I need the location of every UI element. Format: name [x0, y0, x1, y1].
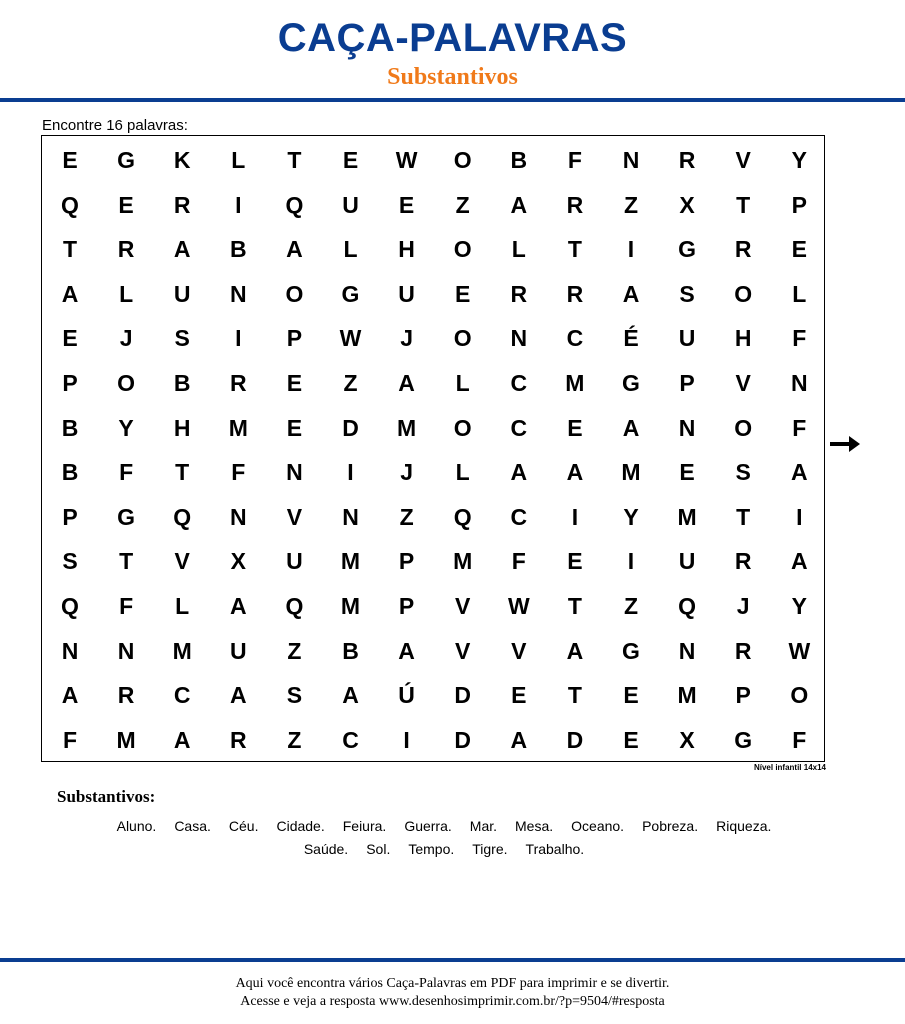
grid-letter: C: [342, 726, 359, 753]
grid-letter: R: [566, 191, 584, 218]
grid-letter: Y: [118, 414, 134, 441]
word-item: Cidade.: [276, 818, 325, 834]
grid-letter: O: [453, 414, 472, 441]
grid-letter: V: [735, 147, 751, 173]
grid-letter: M: [340, 548, 361, 575]
grid-letter: W: [395, 147, 418, 173]
grid-letter: P: [735, 682, 751, 709]
grid-letter: E: [62, 147, 78, 173]
grid-letter: G: [622, 637, 640, 664]
page-title: CAÇA-PALAVRAS: [277, 16, 628, 60]
grid-letter: E: [286, 370, 303, 396]
word-list-line-2: [40, 838, 848, 861]
word-item: Tempo.: [408, 841, 455, 857]
word-item: Sol.: [366, 841, 391, 857]
grid-letter: D: [342, 414, 359, 441]
word-item: Feiura.: [342, 818, 387, 834]
grid-letter: E: [398, 191, 415, 218]
word-item: Pobreza.: [642, 818, 699, 834]
grid-letter: L: [119, 280, 134, 307]
grid-letter: S: [679, 280, 695, 307]
grid-letter: I: [235, 325, 242, 352]
grid-letter: R: [510, 280, 528, 307]
grid-letter: U: [398, 280, 415, 307]
grid-letter: Q: [173, 503, 192, 530]
grid-letter: A: [173, 236, 191, 263]
grid-letter: T: [736, 503, 751, 530]
grid-letter: Q: [61, 191, 79, 218]
word-item: Saúde.: [303, 841, 349, 857]
arrow-right-icon: [829, 434, 861, 454]
grid-letter: T: [175, 459, 190, 486]
grid-letter: C: [510, 503, 528, 530]
grid-letter: C: [173, 682, 191, 709]
grid-letter: L: [231, 147, 246, 173]
grid-letter: P: [791, 191, 807, 218]
grid-letter: G: [117, 147, 136, 173]
word-item: Casa.: [174, 818, 211, 834]
grid-letter: R: [566, 280, 584, 307]
grid-letter: N: [229, 503, 247, 530]
grid-letter: N: [117, 637, 135, 664]
grid-letter: U: [342, 191, 359, 218]
grid-letter: N: [678, 414, 696, 441]
grid-letter: L: [175, 593, 190, 619]
grid-letter: I: [627, 236, 635, 263]
grid-letter: F: [62, 726, 78, 753]
grid-letter: S: [286, 682, 303, 709]
grid-letter: F: [792, 414, 807, 441]
top-divider: [0, 98, 905, 102]
grid-letter: N: [286, 459, 303, 486]
grid-letter: G: [341, 280, 360, 307]
grid-letter: P: [398, 593, 415, 619]
grid-letter: N: [622, 147, 640, 173]
grid-letter: F: [119, 593, 134, 619]
grid-letter: H: [398, 236, 415, 263]
grid-letter: M: [397, 414, 417, 441]
grid-letter: G: [734, 726, 753, 753]
grid-letter: W: [339, 325, 362, 352]
grid-letter: T: [62, 236, 78, 263]
grid-letter: O: [453, 147, 472, 173]
word-item: Mar.: [469, 818, 498, 834]
grid-letter: Z: [399, 503, 414, 530]
grid-letter: J: [736, 593, 750, 619]
grid-letter: P: [286, 325, 303, 352]
word-list-title: Substantivos:: [57, 787, 156, 806]
grid-letter: J: [119, 325, 133, 352]
grid-letter: T: [736, 191, 751, 218]
grid-letter: F: [231, 459, 246, 486]
grid-letter: A: [790, 459, 808, 486]
grid-letter: V: [735, 370, 751, 396]
grid-letter: U: [678, 548, 696, 575]
grid-letter: O: [734, 414, 753, 441]
grid-letter: X: [679, 191, 695, 218]
grid-letter: I: [627, 548, 635, 575]
grid-letter: L: [511, 236, 526, 263]
grid-letter: Q: [678, 593, 697, 619]
word-list-line-1: [40, 815, 848, 838]
grid-letter: N: [678, 637, 696, 664]
word-item: Aluno.: [116, 818, 157, 834]
grid-letter: W: [788, 637, 811, 664]
grid-letter: C: [510, 414, 528, 441]
grid-letter: A: [342, 682, 359, 709]
grid-letter: W: [507, 593, 530, 619]
grid-letter: I: [347, 459, 354, 486]
grid-letter: N: [510, 325, 528, 352]
word-item: Riqueza.: [716, 818, 772, 834]
word-item: Mesa.: [515, 818, 554, 834]
word-item: Oceano.: [571, 818, 625, 834]
grid-letter: N: [229, 280, 247, 307]
grid-letter: J: [400, 325, 413, 352]
grid-letter: V: [174, 548, 190, 575]
grid-letter: J: [400, 459, 413, 486]
grid-letter: A: [622, 414, 640, 441]
grid-letter: A: [229, 682, 247, 709]
grid-letter: Q: [453, 503, 472, 530]
grid-letter: A: [510, 191, 528, 218]
grid-letter: B: [229, 236, 247, 263]
grid-letter: E: [342, 147, 359, 173]
grid-letter: I: [571, 503, 579, 530]
grid-letter: Ú: [398, 682, 415, 709]
grid-letter: A: [286, 236, 303, 263]
grid-letter: R: [117, 236, 135, 263]
grid-letter: A: [229, 593, 247, 619]
grid-letter: M: [228, 414, 248, 441]
grid-letter: O: [117, 370, 136, 396]
word-search-grid: [41, 135, 825, 762]
instruction-text: Encontre 16 palavras:: [42, 117, 188, 134]
grid-letter: I: [235, 191, 242, 218]
grid-letter: U: [173, 280, 191, 307]
grid-letter: P: [679, 370, 695, 396]
grid-letter: P: [62, 503, 78, 530]
grid-letter: R: [734, 637, 752, 664]
word-item: Guerra.: [404, 818, 452, 834]
grid-letter: O: [453, 325, 472, 352]
grid-letter: M: [677, 503, 697, 530]
grid-letter: A: [398, 370, 415, 396]
grid-letter: K: [173, 147, 191, 173]
grid-letter: A: [566, 459, 584, 486]
grid-letter: M: [172, 637, 192, 664]
grid-letter: V: [455, 637, 471, 664]
grid-letter: V: [455, 593, 471, 619]
grid-letter: T: [119, 548, 134, 575]
grid-letter: R: [734, 236, 752, 263]
page-subtitle: Substantivos: [387, 64, 518, 90]
grid-letter: B: [173, 370, 191, 396]
grid-letter: É: [623, 325, 639, 352]
grid-letter: N: [342, 503, 359, 530]
grid-letter: I: [796, 503, 803, 530]
grid-letter: O: [790, 682, 809, 709]
grid-letter: E: [118, 191, 134, 218]
grid-letter: U: [678, 325, 696, 352]
grid-letter: N: [61, 637, 79, 664]
grid-letter: P: [62, 370, 78, 396]
grid-letter: A: [173, 726, 191, 753]
grid-letter: M: [340, 593, 361, 619]
grid-letter: A: [61, 280, 79, 307]
grid-letter: A: [622, 280, 640, 307]
grid-letter: F: [792, 726, 807, 753]
grid-letter: A: [510, 459, 528, 486]
grid-letter: A: [566, 637, 584, 664]
grid-letter: C: [566, 325, 584, 352]
grid-letter: X: [679, 726, 695, 753]
grid-letter: Y: [791, 147, 807, 173]
grid-letter: C: [510, 370, 528, 396]
grid-letter: E: [679, 459, 695, 486]
grid-letter: M: [116, 726, 136, 753]
grid-letter: O: [285, 280, 304, 307]
grid-letter: T: [567, 236, 582, 263]
footer: [0, 975, 905, 1011]
grid-letter: X: [230, 548, 246, 575]
grid-letter: N: [790, 370, 808, 396]
grid-letter: D: [454, 726, 471, 753]
grid-letter: E: [623, 682, 639, 709]
grid-letter: E: [623, 726, 639, 753]
grid-letter: T: [287, 147, 302, 173]
grid-letter: A: [398, 637, 415, 664]
grid-letter: Z: [343, 370, 358, 396]
grid-letter: E: [567, 414, 583, 441]
grid-letter: G: [622, 370, 640, 396]
grid-letter: M: [453, 548, 473, 575]
grid-letter: E: [455, 280, 471, 307]
grid-letter: Q: [285, 191, 304, 218]
grid-letter: M: [621, 459, 641, 486]
grid-letter: Y: [623, 503, 639, 530]
grid-letter: S: [735, 459, 751, 486]
grid-letter: R: [678, 147, 696, 173]
footer-line-1: Aqui você encontra vários Caça-Palavras em PDF para imprimir e se divertir.: [235, 976, 670, 991]
grid-letter: R: [734, 548, 752, 575]
grid-letter: Q: [285, 593, 304, 619]
grid-letter: E: [791, 236, 807, 263]
grid-letter: A: [510, 726, 528, 753]
grid-letter: F: [511, 548, 526, 575]
grid-letter: E: [62, 325, 78, 352]
grid-letter: Z: [287, 637, 302, 664]
grid-letter: G: [678, 236, 697, 263]
grid-letter: Q: [61, 593, 79, 619]
grid-letter: T: [567, 682, 582, 709]
grid-letter: O: [453, 236, 472, 263]
grid-letter: L: [455, 370, 470, 396]
grid-letter: S: [174, 325, 190, 352]
grid-letter: E: [286, 414, 303, 441]
grid-letter: Z: [287, 726, 302, 753]
grid-letter: U: [286, 548, 303, 575]
grid-letter: A: [61, 682, 79, 709]
grid-letter: L: [343, 236, 358, 263]
grid-letter: B: [61, 414, 79, 441]
word-list: [40, 815, 848, 861]
level-label: Nível infantil 14x14: [753, 763, 826, 772]
grid-letter: M: [565, 370, 585, 396]
grid-letter: L: [792, 280, 807, 307]
grid-letter: P: [398, 548, 415, 575]
grid-letter: V: [511, 637, 527, 664]
grid-letter: H: [173, 414, 191, 441]
grid-letter: D: [566, 726, 584, 753]
word-item: Tigre.: [472, 841, 508, 857]
footer-line-2: Acesse e veja a resposta www.desenhosimprimir.com.br/?p=9504/#resposta: [240, 994, 665, 1009]
grid-letter: H: [734, 325, 752, 352]
word-item: Trabalho.: [525, 841, 585, 857]
grid-letter: Z: [623, 191, 639, 218]
grid-letter: B: [510, 147, 528, 173]
grid-letter: A: [790, 548, 808, 575]
grid-letter: S: [62, 548, 78, 575]
grid-letter: M: [677, 682, 697, 709]
grid-letter: V: [286, 503, 303, 530]
grid-letter: G: [117, 503, 136, 530]
grid-letter: I: [403, 726, 410, 753]
grid-letter: Y: [791, 593, 807, 619]
grid-letter: D: [454, 682, 471, 709]
grid-letter: F: [567, 147, 582, 173]
grid-letter: B: [342, 637, 359, 664]
grid-letter: R: [229, 726, 247, 753]
grid-letter: Z: [455, 191, 470, 218]
grid-letter: R: [117, 682, 135, 709]
grid-letter: B: [61, 459, 79, 486]
grid-letter: F: [792, 325, 807, 352]
grid-letter: E: [511, 682, 527, 709]
grid-letter: R: [173, 191, 191, 218]
grid-letter: E: [567, 548, 583, 575]
grid-letter: F: [119, 459, 134, 486]
grid-letter: O: [734, 280, 753, 307]
grid-letter: L: [455, 459, 470, 486]
grid-letter: R: [229, 370, 247, 396]
grid-letter: U: [229, 637, 247, 664]
grid-letter: Z: [623, 593, 639, 619]
bottom-divider: [0, 958, 905, 962]
grid-letter: T: [567, 593, 582, 619]
word-item: Céu.: [228, 818, 259, 834]
